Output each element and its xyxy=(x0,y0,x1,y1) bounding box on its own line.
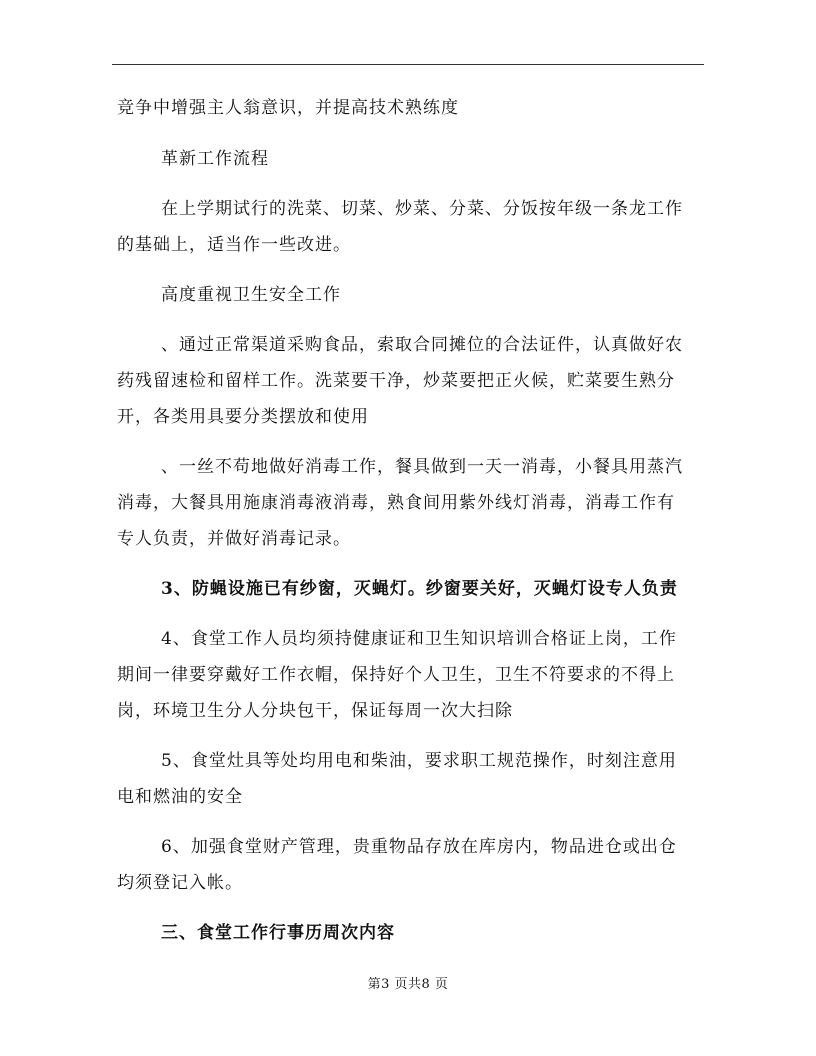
text-line: 、一丝不苟地做好消毒工作，餐具做到一天一消毒，小餐具用蒸汽 xyxy=(161,457,683,477)
text-line: 的基础上，适当作一些改进。 xyxy=(117,235,351,255)
bold-text-line: 3、防蝇设施已有纱窗，灭蝇灯。纱窗要关好，灭蝇灯设专人负责 xyxy=(161,579,678,599)
section-heading: 高度重视卫生安全工作 xyxy=(161,285,341,305)
text-line: 电和燃油的安全 xyxy=(117,787,243,807)
text-line: 岗，环境卫生分人分块包干，保证每周一次大扫除 xyxy=(117,701,513,721)
header-rule xyxy=(112,64,704,65)
text-line: 均须登记入帐。 xyxy=(117,873,243,893)
text-line: 6、加强食堂财产管理，贵重物品存放在库房内，物品进仓或出仓 xyxy=(161,837,677,857)
text-line: 期间一律要穿戴好工作衣帽，保持好个人卫生，卫生不符要求的不得上 xyxy=(117,665,675,685)
text-line: 开，各类用具要分类摆放和使用 xyxy=(117,407,369,427)
text-line: 竞争中增强主人翁意识，并提高技术熟练度 xyxy=(117,98,459,118)
text-line: 消毒，大餐具用施康消毒液消毒，熟食间用紫外线灯消毒，消毒工作有 xyxy=(117,493,675,513)
section-heading: 革新工作流程 xyxy=(161,149,269,169)
text-line: 4、食堂工作人员均须持健康证和卫生知识培训合格证上岗，工作 xyxy=(161,629,677,649)
text-line: 药残留速检和留样工作。洗菜要干净，炒菜要把正火候，贮菜要生熟分 xyxy=(117,371,675,391)
text-line: 专人负责，并做好消毒记录。 xyxy=(117,529,351,549)
section-heading: 三、食堂工作行事历周次内容 xyxy=(161,923,395,943)
text-line: 、通过正常渠道采购食品，索取合同摊位的合法证件，认真做好农 xyxy=(161,335,683,355)
page-number: 第3 页共8 页 xyxy=(367,977,449,992)
text-line: 在上学期试行的洗菜、切菜、炒菜、分菜、分饭按年级一条龙工作 xyxy=(161,199,683,219)
text-line: 5、食堂灶具等处均用电和柴油，要求职工规范操作，时刻注意用 xyxy=(161,751,677,771)
